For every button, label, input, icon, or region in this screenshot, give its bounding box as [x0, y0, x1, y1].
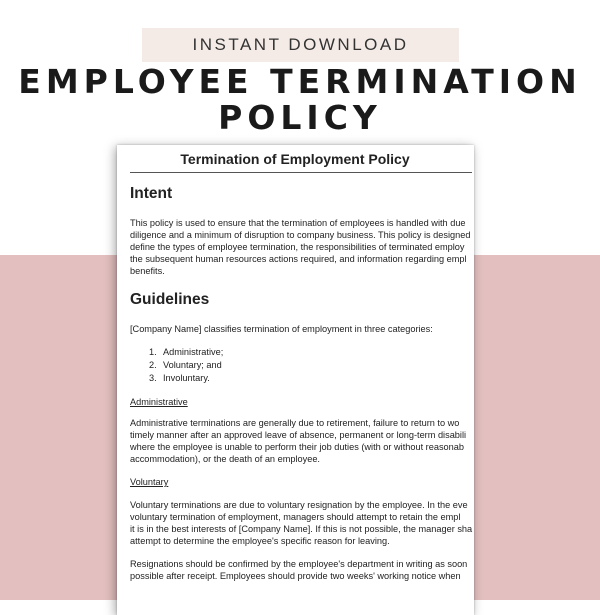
list-number: 3.: [149, 373, 157, 383]
voluntary-line: attempt to determine the employee's specific reason for leaving.: [130, 536, 390, 546]
title-divider: [130, 172, 472, 173]
resignation-line: Resignations should be confirmed by the employee's department in writing as soon: [130, 559, 468, 569]
list-number: 1.: [149, 347, 157, 357]
intent-heading: Intent: [130, 185, 173, 202]
list-label: Administrative;: [163, 347, 224, 357]
administrative-heading: Administrative: [130, 397, 188, 407]
document-preview: [117, 145, 474, 615]
intent-line: This policy is used to ensure that the termination of employees is handled with due: [130, 218, 466, 228]
list-item: [149, 360, 222, 370]
administrative-line: timely manner after an approved leave of absence, permanent or long-term disabili: [130, 430, 467, 440]
voluntary-line: it is in the best interests of [Company Name]. If this is not possible, the manager sha: [130, 524, 473, 534]
headline-line-2: POLICY: [218, 98, 382, 137]
guidelines-heading: Guidelines: [130, 291, 210, 308]
list-item: [149, 347, 223, 357]
voluntary-line: voluntary termination of employment, managers should attempt to retain the empl: [130, 512, 461, 522]
instant-download-badge: INSTANT DOWNLOAD: [142, 28, 459, 62]
list-label: Involuntary.: [163, 373, 210, 383]
administrative-line: accommodation), or the death of an employee.: [130, 454, 320, 464]
headline-line-1: EMPLOYEE TERMINATION: [18, 62, 582, 101]
intent-line: the subsequent human resources actions required, and information regarding empl: [130, 254, 467, 264]
list-number: 2.: [149, 360, 157, 370]
intent-line: diligence and a minimum of disruption to company business. This policy is designed: [130, 230, 471, 240]
voluntary-line: Voluntary terminations are due to voluntary resignation by the employee. In the eve: [130, 500, 468, 510]
resignation-line: possible after receipt. Employees should provide two weeks' working notice when: [130, 571, 461, 581]
administrative-line: where the employee is unable to perform their job duties (with or without reasonab: [130, 442, 464, 452]
guidelines-intro: [Company Name] classifies termination of employment in three categories:: [130, 324, 433, 334]
list-item: [149, 373, 210, 383]
administrative-line: Administrative terminations are generally due to retirement, failure to return to wo: [130, 418, 460, 428]
intent-line: benefits.: [130, 266, 165, 276]
list-label: Voluntary; and: [163, 360, 222, 370]
document-title: Termination of Employment Policy: [180, 151, 410, 167]
voluntary-heading: Voluntary: [130, 477, 169, 487]
intent-line: define the types of employee termination, the responsibilities of terminated employ: [130, 242, 465, 252]
